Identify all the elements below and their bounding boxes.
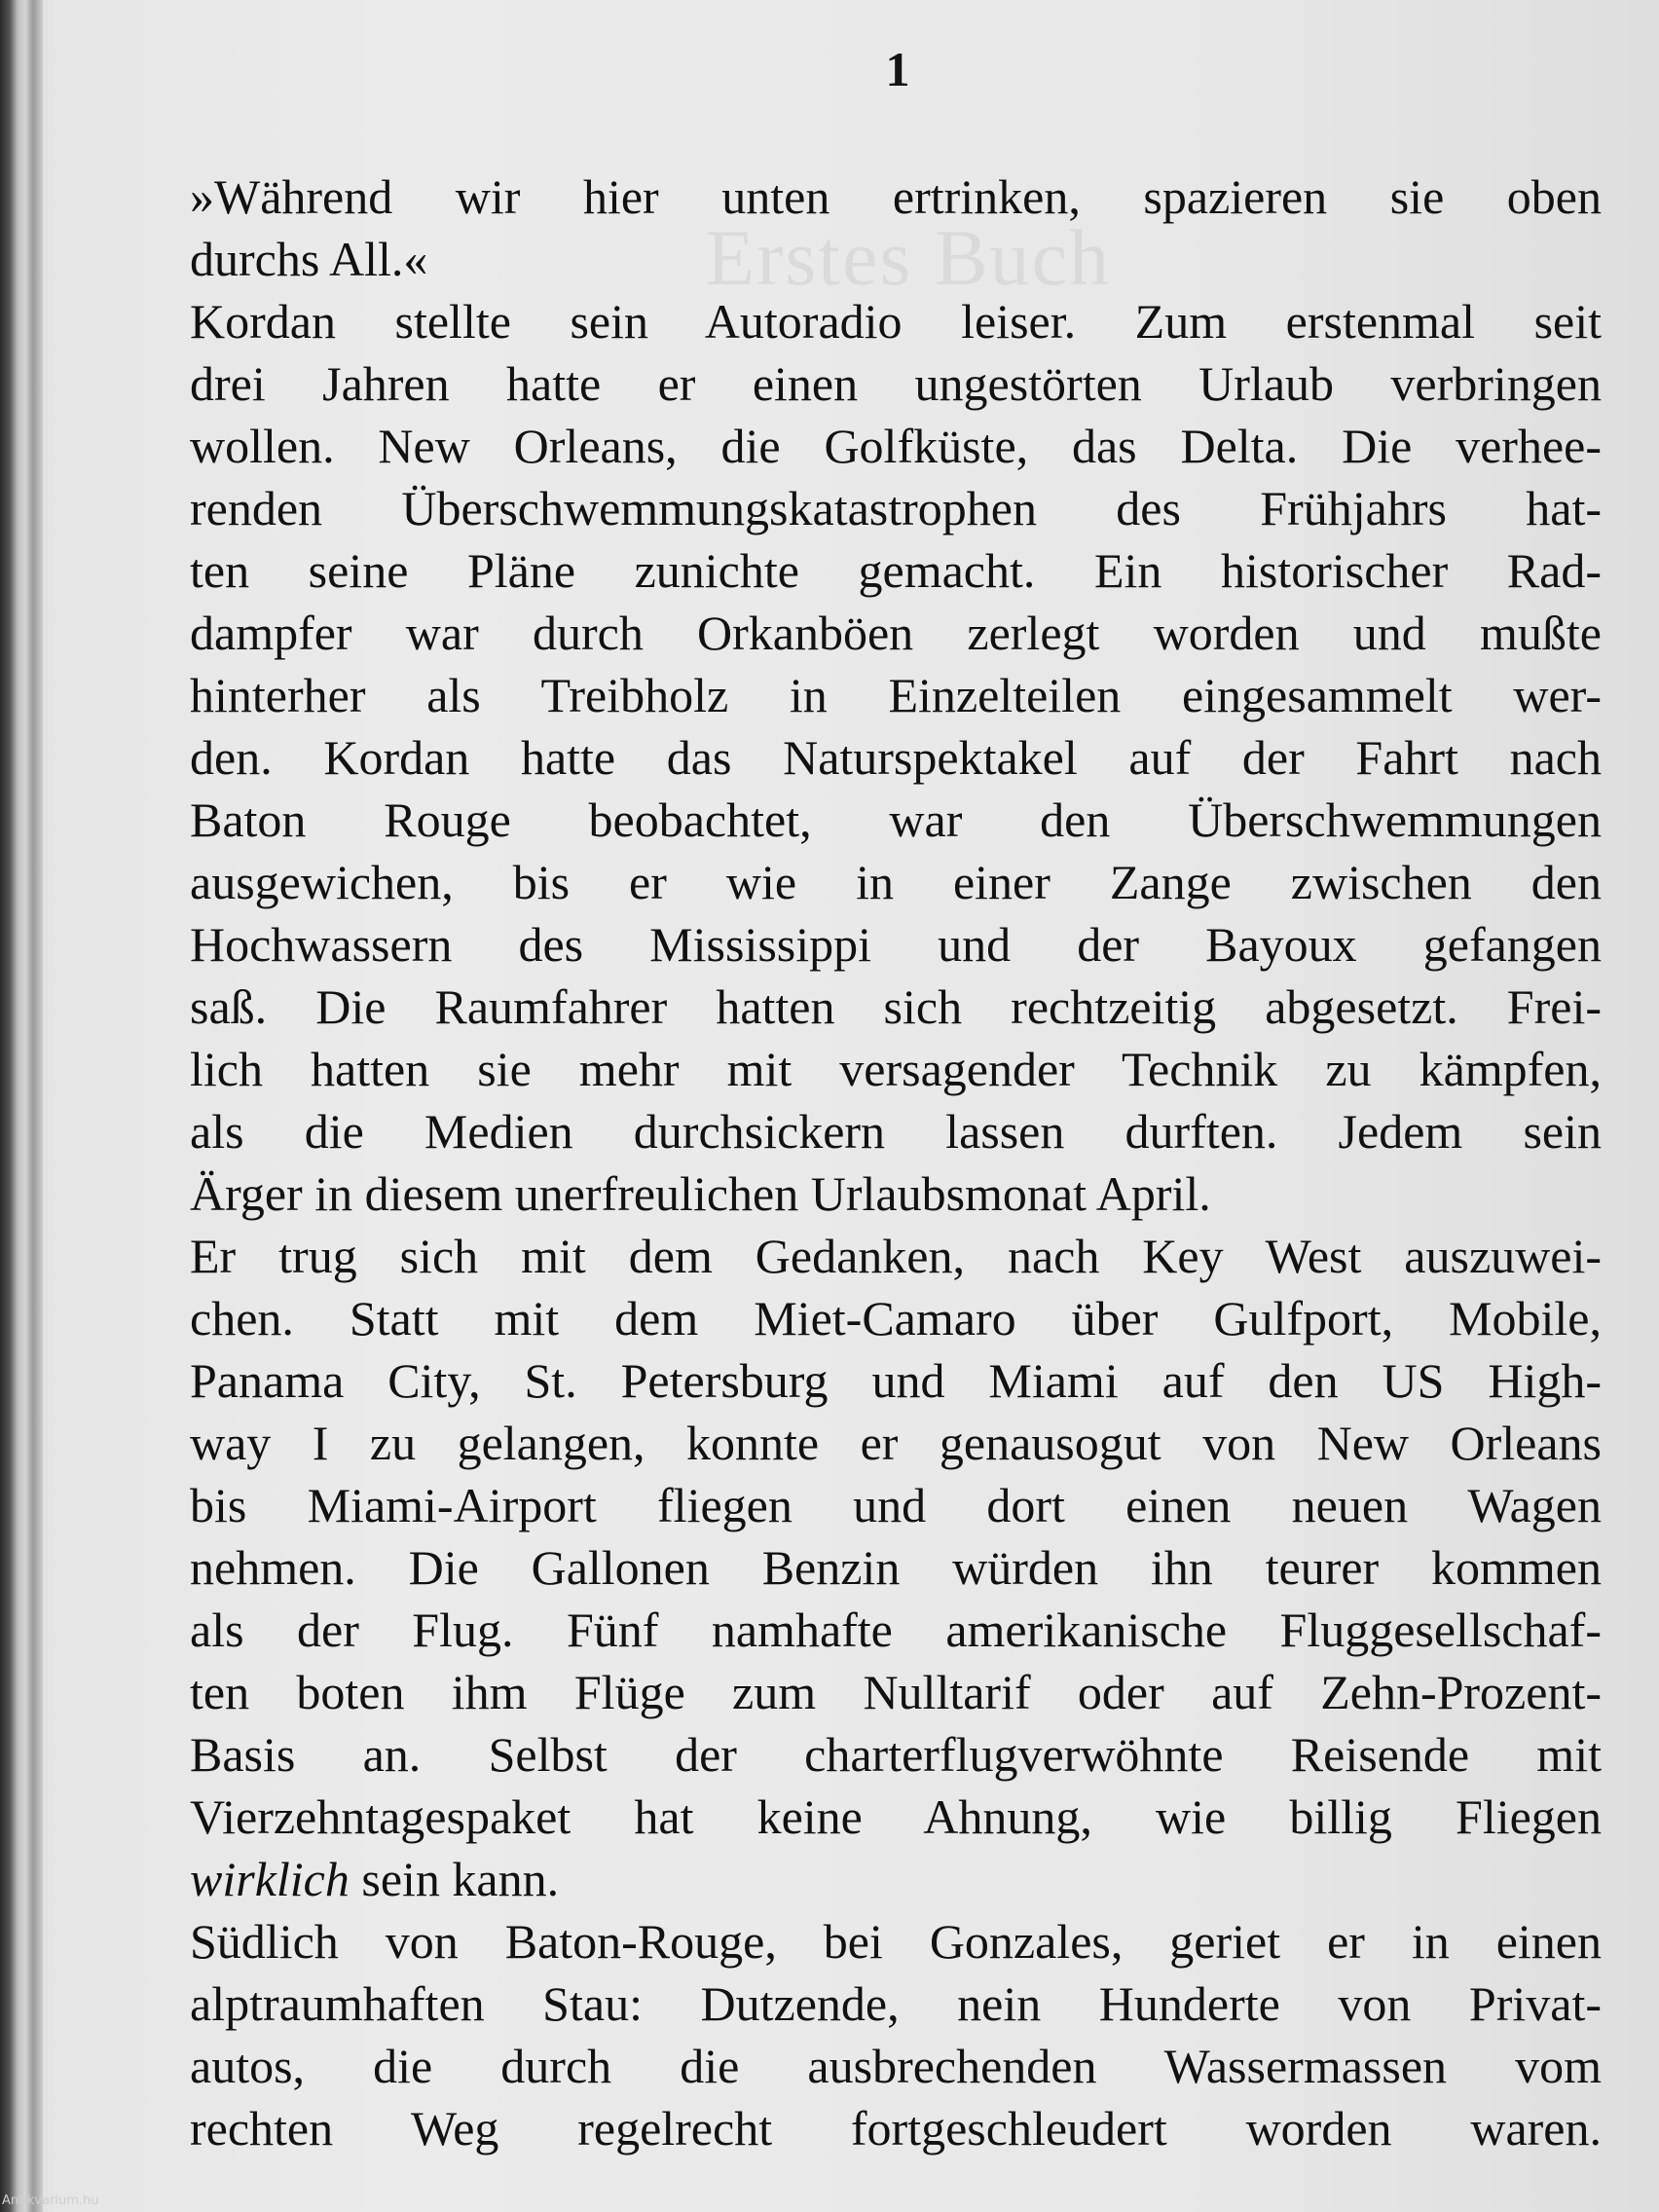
text-line: rechten Weg regelrecht fortgeschleudert worden waren. xyxy=(190,2101,1602,2156)
text-line: autos, die durch die ausbrechenden Wassermassen vom xyxy=(190,2039,1602,2093)
text-line: way I zu gelangen, konnte er genausogut von New Orleans xyxy=(190,1416,1602,1470)
text-line: Hochwassern des Mississippi und der Bayoux gefangen xyxy=(190,917,1602,972)
text-line: chen. Statt mit dem Miet-Camaro über Gulfport, Mobile, xyxy=(190,1291,1602,1346)
text-line: den. Kordan hatte das Naturspektakel auf der Fahrt nach xyxy=(190,730,1602,785)
text-line: Vierzehntagespaket hat keine Ahnung, wie billig Fliegen xyxy=(190,1789,1602,1844)
text-line: drei Jahren hatte er einen ungestörten Urlaub verbringen xyxy=(190,356,1602,411)
text-line: Ärger in diesem unerfreulichen Urlaubsmonat April. xyxy=(190,1166,1211,1221)
faded-heading: Erstes Buch xyxy=(706,213,1111,302)
text-line: ausgewichen, bis er wie in einer Zange zwischen den xyxy=(190,855,1602,909)
text-line: Kordan stellte sein Autoradio leiser. Zum erstenmal seit xyxy=(190,294,1602,349)
text-line: ten boten ihm Flüge zum Nulltarif oder auf Zehn-Prozent- xyxy=(190,1665,1602,1719)
text-line: ten seine Pläne zunichte gemacht. Ein historischer Rad- xyxy=(190,543,1602,598)
text-line: als die Medien durchsickern lassen durften. Jedem sein xyxy=(190,1104,1602,1159)
text-line: hinterher als Treibholz in Einzelteilen eingesammelt wer- xyxy=(190,668,1602,722)
text-fragment: sein kann. xyxy=(349,1852,560,1906)
watermark: Antikvarium.hu xyxy=(2,2194,99,2208)
book-spine xyxy=(0,0,43,2212)
emphasized-word: wirklich xyxy=(190,1852,350,1906)
text-line: wollen. New Orleans, die Golfküste, das Delta. Die verhee- xyxy=(190,419,1602,473)
text-line: dampfer war durch Orkanböen zerlegt worden und mußte xyxy=(190,606,1602,660)
page-number: 1 xyxy=(885,42,910,96)
text-line: bis Miami-Airport fliegen und dort einen neuen Wagen xyxy=(190,1478,1602,1532)
text-line: nehmen. Die Gallonen Benzin würden ihn teurer kommen xyxy=(190,1540,1602,1595)
text-line: »Während wir hier unten ertrinken, spazieren sie oben xyxy=(190,169,1602,224)
text-line: Südlich von Baton-Rouge, bei Gonzales, geriet er in einen xyxy=(190,1914,1602,1969)
text-line: alptraumhaften Stau: Dutzende, nein Hunderte von Privat- xyxy=(190,1976,1602,2031)
text-line: renden Überschwemmungskatastrophen des Frühjahrs hat- xyxy=(190,481,1602,535)
text-line: saß. Die Raumfahrer hatten sich rechtzeitig abgesetzt. Frei- xyxy=(190,979,1602,1034)
text-line: lich hatten sie mehr mit versagender Technik zu kämpfen, xyxy=(190,1042,1602,1096)
text-line: Basis an. Selbst der charterflugverwöhnte Reisende mit xyxy=(190,1727,1602,1782)
text-line: als der Flug. Fünf namhafte amerikanische Fluggesellschaf- xyxy=(190,1603,1602,1657)
text-line: Er trug sich mit dem Gedanken, nach Key West auszuwei- xyxy=(190,1229,1602,1283)
text-line: durchs All.« xyxy=(190,232,428,286)
body-text xyxy=(190,166,1602,2159)
text-line: Baton Rouge beobachtet, war den Überschwemmungen xyxy=(190,793,1602,847)
text-line-final xyxy=(190,1848,1602,1910)
text-line: Panama City, St. Petersburg und Miami auf den US High- xyxy=(190,1353,1602,1408)
